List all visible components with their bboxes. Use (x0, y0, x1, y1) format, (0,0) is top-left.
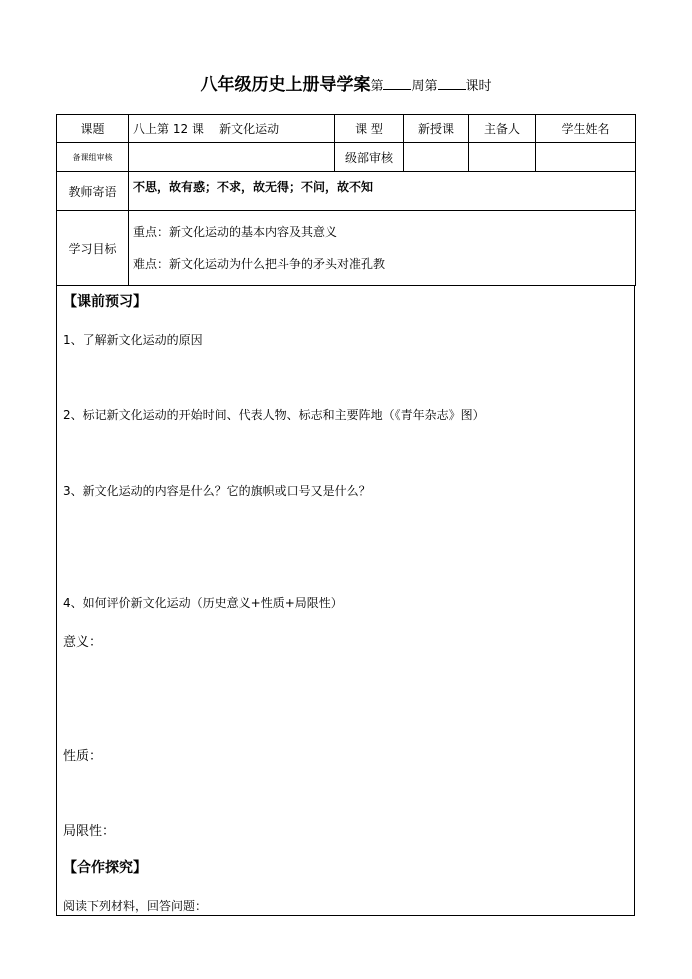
lesson-title-cell (129, 115, 335, 143)
lesson-name: 新文化运动 (219, 122, 280, 136)
worksheet-body (56, 286, 635, 916)
group-review-field[interactable] (129, 143, 335, 172)
week-blank[interactable] (383, 77, 411, 90)
preparer-field[interactable] (469, 143, 536, 172)
message-label: 教师寄语 (57, 172, 129, 211)
grade-review-label: 级部审核 (335, 143, 404, 172)
preparer-label: 主备人 (469, 115, 536, 143)
grade-review-field[interactable] (404, 143, 469, 172)
key-point: 重点：新文化运动的基本内容及其意义 (133, 225, 338, 239)
question-1: 1、了解新文化运动的原因 (63, 333, 203, 347)
lesson-blank[interactable] (438, 77, 466, 90)
cooperation-heading: 【合作探究】 (63, 860, 147, 876)
page-title (0, 70, 692, 95)
table-row-message (57, 172, 636, 211)
table-row-review (57, 143, 636, 172)
group-review-label: 备课组审核 (57, 143, 129, 172)
limitation-label: 局限性： (63, 824, 116, 839)
question-3: 3、新文化运动的内容是什么？它的旗帜或口号又是什么？ (63, 484, 371, 498)
question-4: 4、如何评价新文化运动（历史意义+性质+局限性） (63, 596, 343, 610)
title-week-suffix: 周第 (411, 79, 438, 94)
question-2: 2、标记新文化运动的开始时间、代表人物、标志和主要阵地（《青年杂志》图） (63, 408, 485, 422)
lesson-label: 课题 (57, 115, 129, 143)
table-row-goals (57, 211, 636, 286)
header-table (56, 114, 636, 286)
title-week-prefix: 第 (370, 79, 384, 94)
nature-label: 性质： (63, 749, 103, 764)
type-label: 课 型 (335, 115, 404, 143)
goals-label: 学习目标 (57, 211, 129, 286)
student-name-field[interactable] (536, 143, 636, 172)
goals-cell (129, 211, 636, 286)
title-main: 八年级历史上册导学案 (200, 75, 371, 95)
teacher-message: 不思，故有惑；不求，故无得；不问，故不知 (129, 172, 636, 211)
difficulty: 难点：新文化运动为什么把斗争的矛头对准孔教 (133, 257, 386, 271)
type-value: 新授课 (404, 115, 469, 143)
student-name-label: 学生姓名 (536, 115, 636, 143)
significance-label: 意义： (63, 635, 103, 650)
lesson-number: 八上第 12 课 (133, 122, 204, 136)
table-row-lesson (57, 115, 636, 143)
title-lesson-suffix: 课时 (465, 79, 492, 94)
material-prompt: 阅读下列材料，回答问题： (63, 899, 208, 913)
preview-heading: 【课前预习】 (63, 294, 147, 310)
